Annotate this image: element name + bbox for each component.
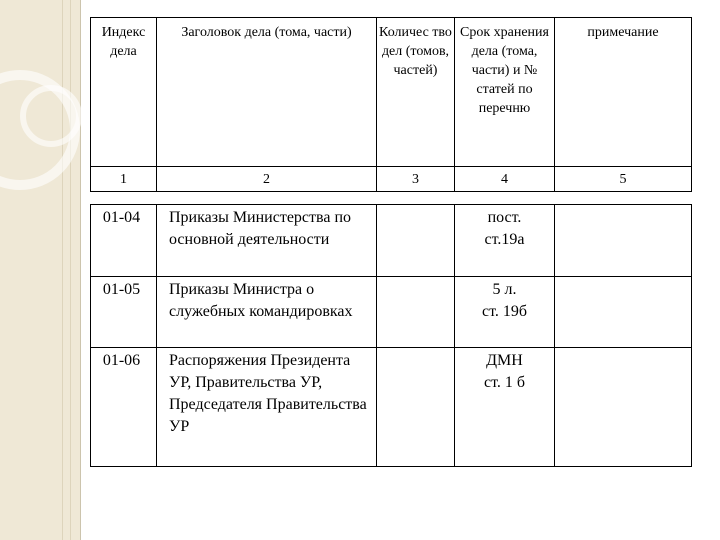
column-number: 3 xyxy=(377,167,455,192)
header-title: Заголовок дела (тома, части) xyxy=(157,18,377,167)
term-line: пост. xyxy=(487,209,522,226)
term-article: ст. 1 б xyxy=(483,374,526,391)
case-note xyxy=(555,348,692,467)
decorative-line xyxy=(62,0,63,540)
table-row xyxy=(91,277,692,348)
case-title: Приказы Министра о служебных командировках xyxy=(157,277,377,348)
term-line: ДМН xyxy=(486,352,523,369)
term-article: ст. 19б xyxy=(481,303,528,320)
cases-table xyxy=(90,204,692,467)
case-count xyxy=(377,205,455,277)
column-number: 1 xyxy=(91,167,157,192)
case-count xyxy=(377,277,455,348)
case-count xyxy=(377,348,455,467)
case-term xyxy=(455,205,555,277)
case-title: Распоряжения Президента УР, Правительства УР, Председателя Правительства УР xyxy=(157,348,377,467)
decorative-ring xyxy=(20,85,82,147)
term-line: 5 л. xyxy=(492,281,517,298)
header-table xyxy=(90,17,692,192)
header-term: Срок хранения дела (тома, части) и № статей по перечню xyxy=(455,18,555,167)
column-number: 2 xyxy=(157,167,377,192)
case-note xyxy=(555,205,692,277)
header-note: примечание xyxy=(555,18,692,167)
header-row xyxy=(91,18,692,167)
term-article: ст.19а xyxy=(484,231,525,248)
case-index: 01-06 xyxy=(91,348,157,467)
case-index: 01-05 xyxy=(91,277,157,348)
case-index: 01-04 xyxy=(91,205,157,277)
column-number-row xyxy=(91,167,692,192)
column-number: 5 xyxy=(555,167,692,192)
decorative-line xyxy=(70,0,71,540)
header-index: Индекс дела xyxy=(91,18,157,167)
case-term xyxy=(455,348,555,467)
table-row xyxy=(91,205,692,277)
case-title: Приказы Министерства по основной деятельности xyxy=(157,205,377,277)
case-term xyxy=(455,277,555,348)
table-row xyxy=(91,348,692,467)
case-note xyxy=(555,277,692,348)
decorative-left-strip xyxy=(0,0,81,540)
header-count: Количес тво дел (томов, частей) xyxy=(377,18,455,167)
column-number: 4 xyxy=(455,167,555,192)
